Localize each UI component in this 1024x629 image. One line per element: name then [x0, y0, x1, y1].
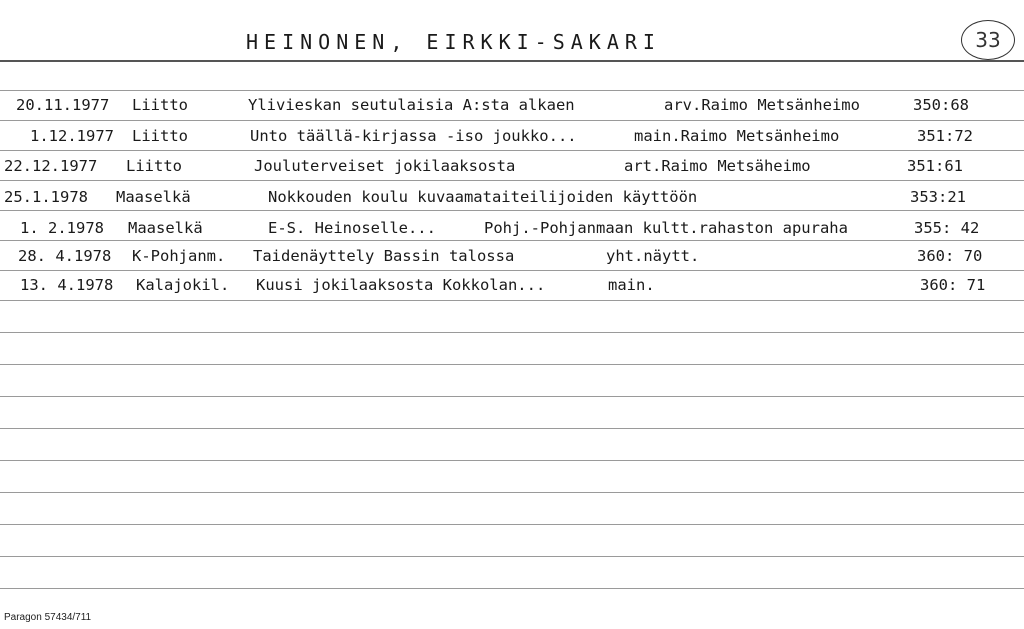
entry-row [0, 273, 1024, 297]
entry-ref: 355: 42 [914, 219, 980, 237]
card-title: HEINONEN, EIRKKI-SAKARI [246, 30, 661, 54]
ruled-line [0, 396, 1024, 397]
entry-note: arv.Raimo Metsänheimo [664, 96, 860, 114]
ruled-line [0, 300, 1024, 301]
entry-row [0, 244, 1024, 268]
card-number: 33 [975, 28, 1001, 52]
entry-date: 13. 4.1978 [20, 276, 114, 294]
entry-text: Jouluterveiset jokilaaksosta [254, 157, 516, 175]
entry-note: main.Raimo Metsänheimo [634, 127, 840, 145]
entry-row [0, 154, 1024, 178]
ruled-line [0, 90, 1024, 91]
entry-note: main. [608, 276, 655, 294]
ruled-line [0, 524, 1024, 525]
ruled-line [0, 556, 1024, 557]
entry-row [0, 216, 1024, 240]
entry-text: Unto täällä-kirjassa -iso joukko... [250, 127, 577, 145]
ruled-line [0, 180, 1024, 181]
ruled-line [0, 120, 1024, 121]
entry-note: art.Raimo Metsäheimo [624, 157, 811, 175]
entry-text: Taidenäyttely Bassin talossa [253, 247, 515, 265]
entry-ref: 351:72 [917, 127, 973, 145]
entry-date: 1. 2.1978 [20, 219, 104, 237]
ruled-line [0, 364, 1024, 365]
entry-source: Maaselkä [128, 219, 203, 237]
entry-ref: 360: 70 [917, 247, 983, 265]
entry-text: Kuusi jokilaaksosta Kokkolan... [256, 276, 546, 294]
ruled-line [0, 460, 1024, 461]
entry-source: Liitto [126, 157, 182, 175]
entry-ref: 351:61 [907, 157, 963, 175]
entry-text: Nokkouden koulu kuvaamataiteilijoiden käyttöön [268, 188, 698, 206]
entry-row [0, 124, 1024, 148]
entry-date: 28. 4.1978 [18, 247, 112, 265]
ruled-line [0, 428, 1024, 429]
entry-source: Liitto [132, 127, 188, 145]
card-number-circle [961, 20, 1015, 60]
ruled-line [0, 332, 1024, 333]
entry-source: Liitto [132, 96, 188, 114]
entry-row [0, 93, 1024, 117]
entry-text: E-S. Heinoselle... [268, 219, 436, 237]
entry-source: Kalajokil. [136, 276, 230, 294]
ruled-line [0, 210, 1024, 211]
entry-ref: 350:68 [913, 96, 969, 114]
ruled-line [0, 150, 1024, 151]
card-footer: Paragon 57434/711 [4, 612, 92, 623]
ruled-line [0, 240, 1024, 241]
entry-note: Pohj.-Pohjanmaan kultt.rahaston apuraha [484, 219, 848, 237]
ruled-line [0, 588, 1024, 589]
entry-date: 22.12.1977 [4, 157, 98, 175]
entry-note: yht.näytt. [606, 247, 700, 265]
entry-ref: 353:21 [910, 188, 966, 206]
entry-row [0, 185, 1024, 209]
entry-text: Ylivieskan seutulaisia A:sta alkaen [248, 96, 575, 114]
ruled-line [0, 270, 1024, 271]
header-line [0, 60, 1024, 62]
entry-ref: 360: 71 [920, 276, 986, 294]
entry-source: K-Pohjanm. [132, 247, 226, 265]
entry-date: 25.1.1978 [4, 188, 88, 206]
entry-date: 20.11.1977 [16, 96, 110, 114]
entry-source: Maaselkä [116, 188, 191, 206]
entry-date: 1.12.1977 [30, 127, 114, 145]
ruled-line [0, 492, 1024, 493]
